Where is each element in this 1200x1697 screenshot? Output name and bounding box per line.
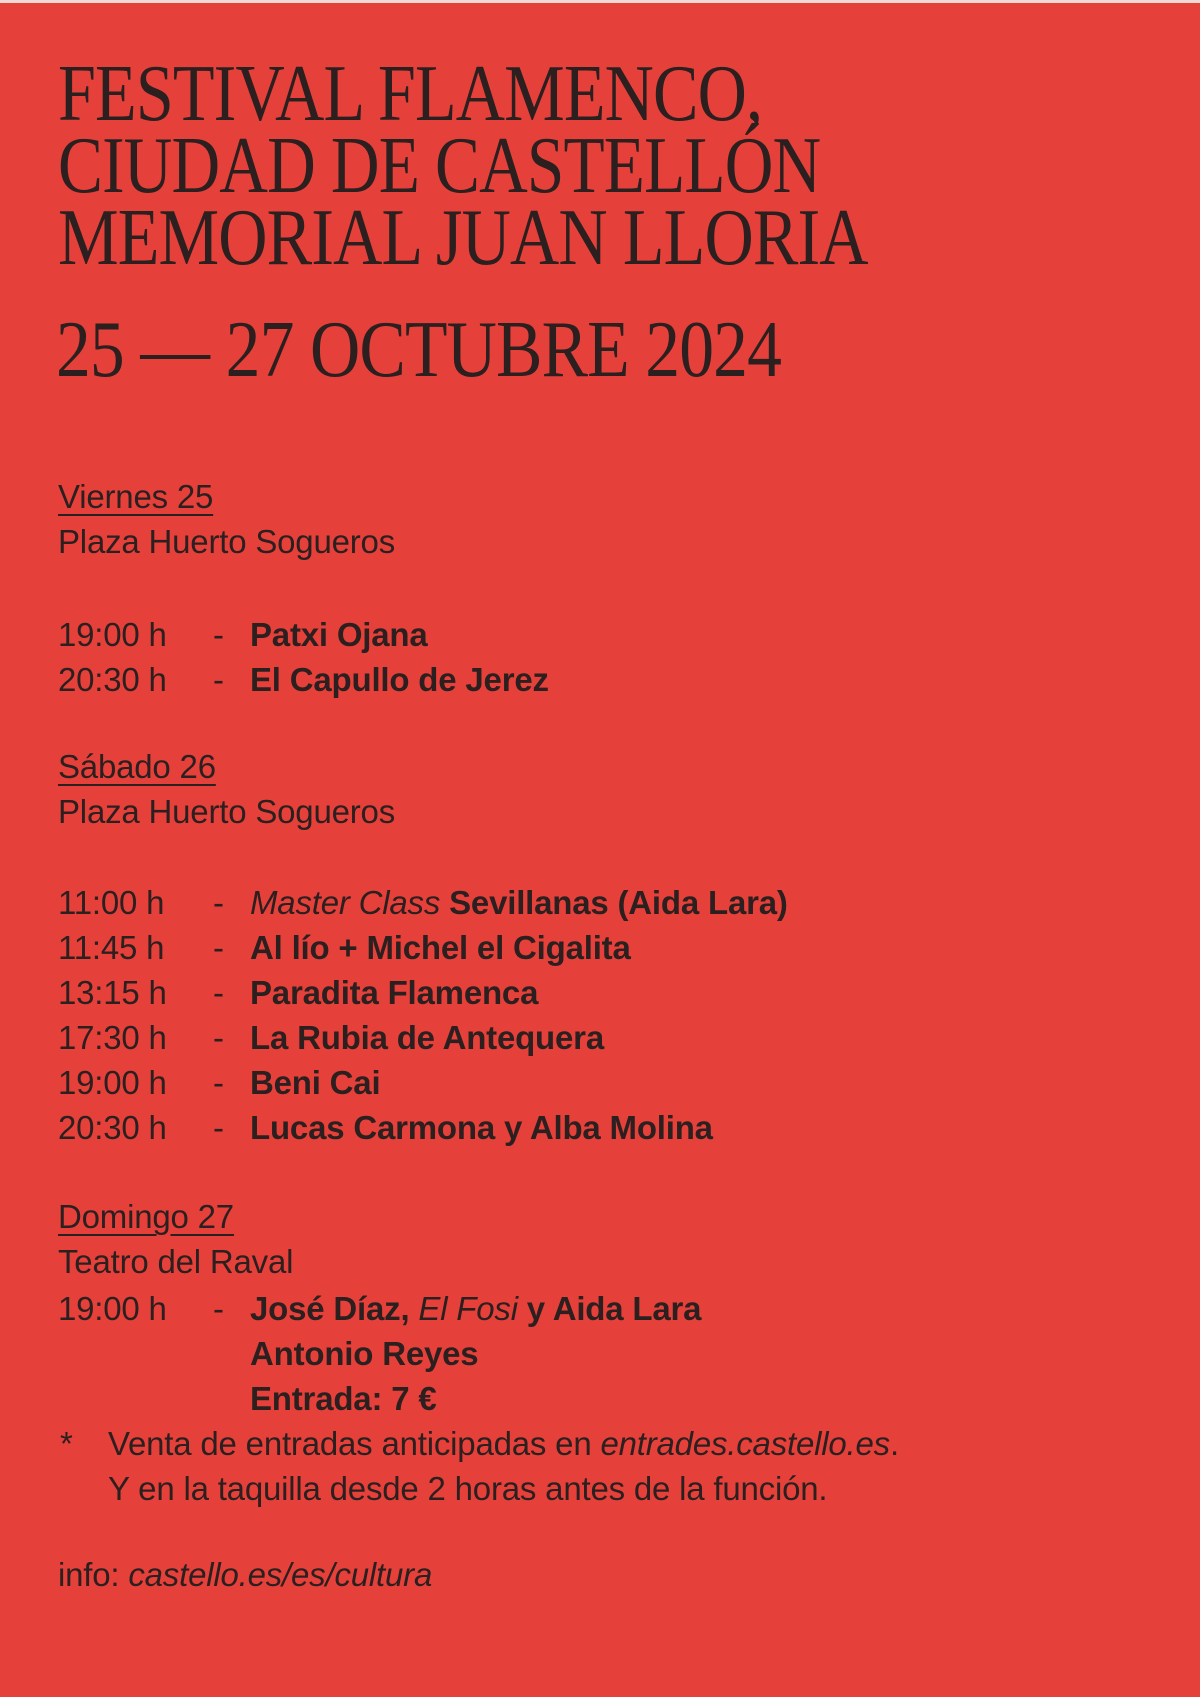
- ticket-price: Entrada: 7 €: [250, 1380, 437, 1417]
- info-link[interactable]: castello.es/es/cultura: [128, 1556, 433, 1593]
- event-act-part2: y Aida Lara: [517, 1290, 702, 1327]
- venue-saturday: Plaza Huerto Sogueros: [58, 793, 395, 830]
- tickets-link[interactable]: entrades.castello.es: [600, 1425, 890, 1462]
- footnote-period: .: [889, 1425, 899, 1462]
- separator-dash: -: [213, 974, 224, 1011]
- event-act: Patxi Ojana: [250, 616, 428, 653]
- event-act-part1: José Díaz,: [250, 1290, 419, 1327]
- page-top-edge: [0, 0, 1200, 3]
- event-act: La Rubia de Antequera: [250, 1019, 604, 1056]
- venue-sunday: Teatro del Raval: [58, 1243, 294, 1280]
- event-time: 19:00 h: [58, 1064, 167, 1101]
- info-line: [58, 1552, 432, 1597]
- event-act: Lucas Carmona y Alba Molina: [250, 1109, 713, 1146]
- separator-dash: -: [213, 1064, 224, 1101]
- title-line-3: MEMORIAL JUAN LLORIA: [58, 194, 868, 282]
- event-time: 11:00 h: [58, 884, 165, 921]
- separator-dash: -: [213, 616, 224, 653]
- event-act: [250, 1286, 701, 1331]
- venue-friday: Plaza Huerto Sogueros: [58, 523, 395, 560]
- title-line-1: FESTIVAL FLAMENCO,: [58, 50, 763, 138]
- separator-dash: -: [213, 661, 224, 698]
- event-time: 11:45 h: [58, 929, 165, 966]
- day-heading-sunday: Domingo 27: [58, 1198, 234, 1235]
- event-act: El Capullo de Jerez: [250, 661, 549, 698]
- footnote-line-2: Y en la taquilla desde 2 horas antes de la función.: [108, 1470, 828, 1507]
- event-time: 13:15 h: [58, 974, 167, 1011]
- day-heading-saturday: Sábado 26: [58, 748, 216, 785]
- event-time: 17:30 h: [58, 1019, 167, 1056]
- footnote-text: Venta de entradas anticipadas en: [108, 1425, 601, 1462]
- event-act: [250, 880, 788, 925]
- event-act: Beni Cai: [250, 1064, 381, 1101]
- footnote-marker: *: [60, 1425, 73, 1462]
- footnote-line-1: [108, 1421, 899, 1466]
- title-line-2: CIUDAD DE CASTELLÓN: [58, 122, 821, 210]
- event-time: 19:00 h: [58, 616, 167, 653]
- separator-dash: -: [213, 1290, 224, 1327]
- separator-dash: -: [213, 884, 224, 921]
- day-heading-friday: Viernes 25: [58, 478, 214, 515]
- event-act-italic: Master Class: [250, 884, 441, 921]
- separator-dash: -: [213, 1019, 224, 1056]
- separator-dash: -: [213, 1109, 224, 1146]
- event-act-line2: Antonio Reyes: [250, 1335, 479, 1372]
- separator-dash: -: [213, 929, 224, 966]
- event-act: Paradita Flamenca: [250, 974, 539, 1011]
- event-time: 20:30 h: [58, 661, 167, 698]
- event-time: 20:30 h: [58, 1109, 167, 1146]
- info-label: info:: [58, 1556, 129, 1593]
- festival-title: [58, 50, 1008, 282]
- event-act-rest: Sevillanas (Aida Lara): [440, 884, 788, 921]
- event-act: Al lío + Michel el Cigalita: [250, 929, 631, 966]
- event-act-italic: El Fosi: [418, 1290, 518, 1327]
- festival-dates: 25 — 27 OCTUBRE 2024: [56, 306, 782, 394]
- event-time: 19:00 h: [58, 1290, 167, 1327]
